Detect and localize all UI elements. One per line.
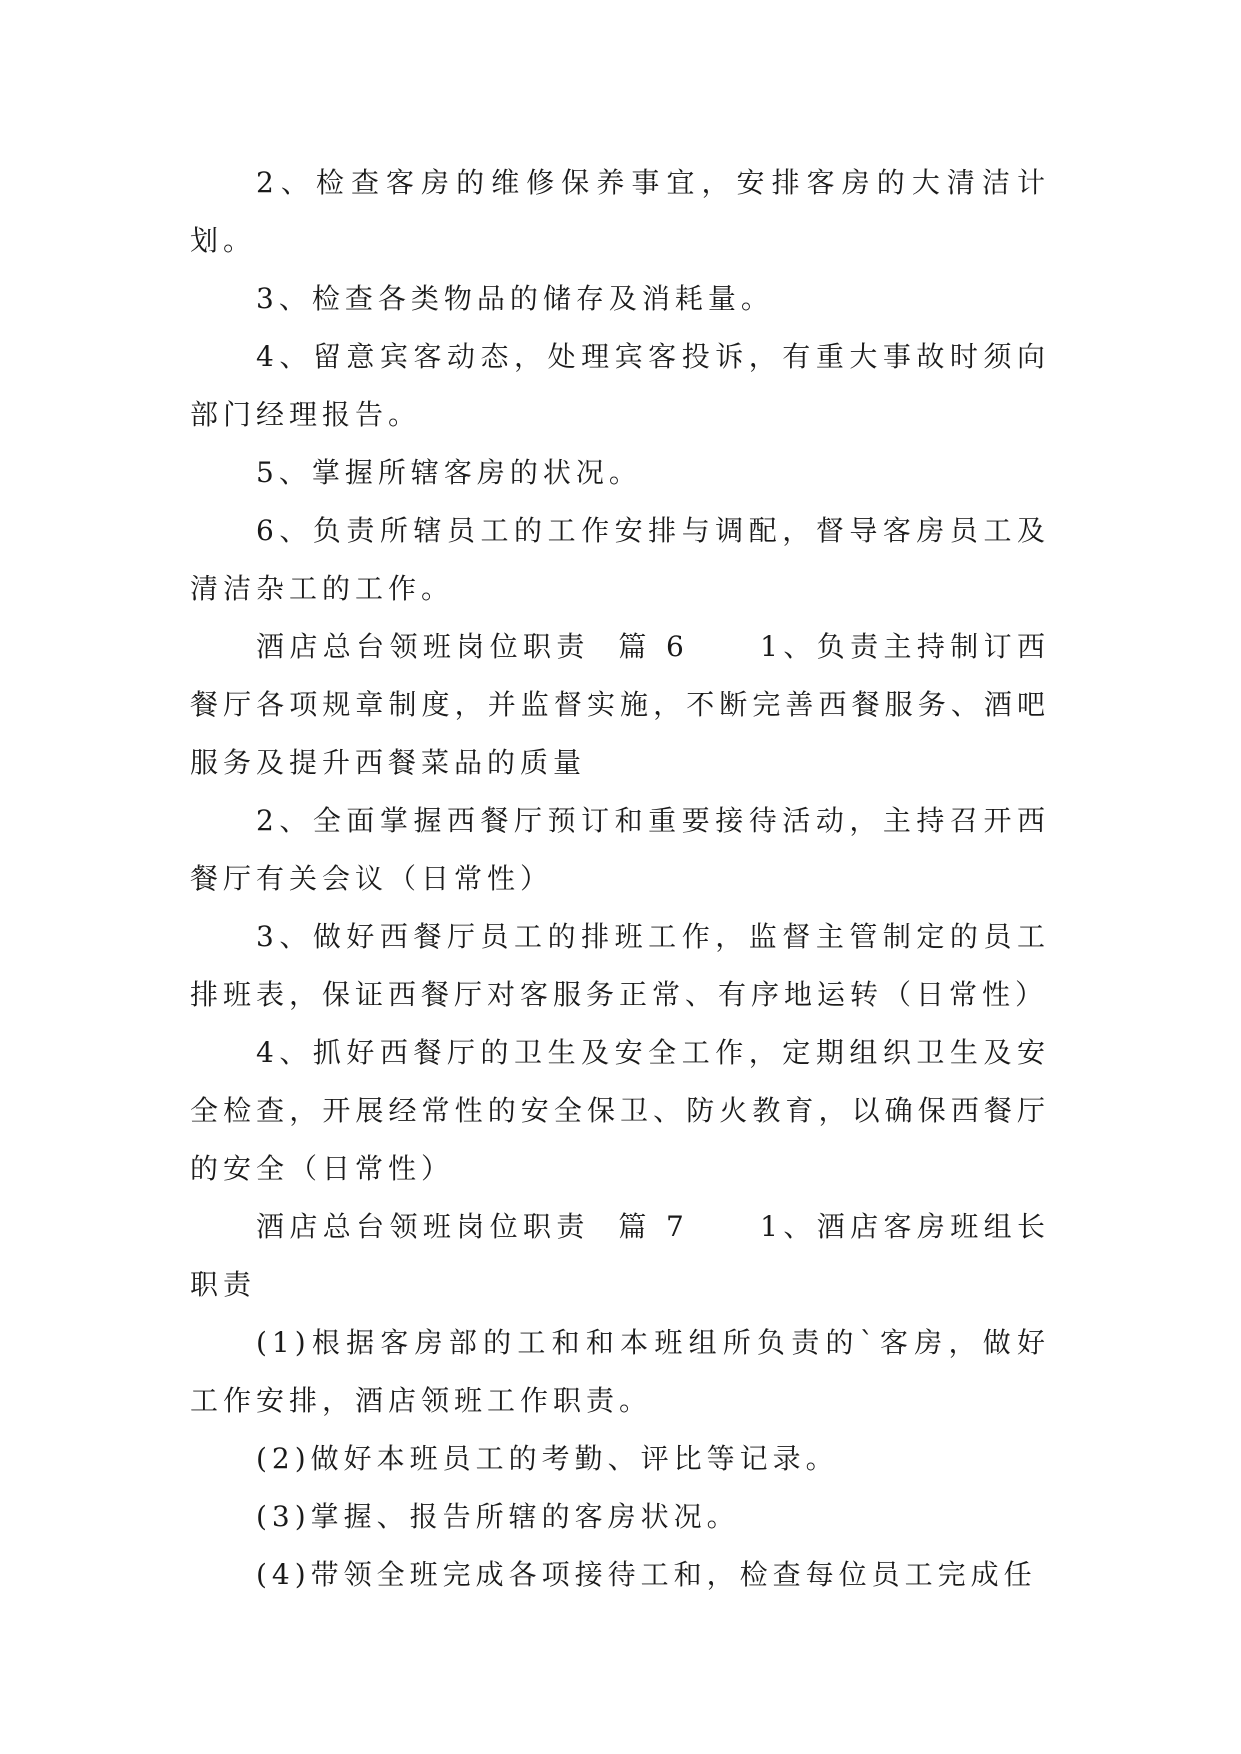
paragraph: (1)根据客房部的工和和本班组所负责的`客房，做好工作安排，酒店领班工作职责。 xyxy=(190,1326,1050,1417)
section-heading-paragraph: 酒店总台领班岗位职责 篇 7 1、酒店客房班组长职责 xyxy=(190,1210,1050,1301)
paragraph: (4)带领全班完成各项接待工和，检查每位员工完成任 xyxy=(256,1558,1037,1591)
paragraph: 3、检查各类物品的储存及消耗量。 xyxy=(256,282,774,315)
paragraph: 4、留意宾客动态，处理宾客投诉，有重大事故时须向部门经理报告。 xyxy=(190,340,1050,431)
paragraph: (2)做好本班员工的考勤、评比等记录。 xyxy=(256,1442,839,1475)
paragraph: 4、抓好西餐厅的卫生及安全工作，定期组织卫生及安全检查，开展经常性的安全保卫、防火教育，以确保西餐厅的安全（日常性） xyxy=(190,1036,1050,1185)
paragraph: 3、做好西餐厅员工的排班工作，监督主管制定的员工排班表，保证西餐厅对客服务正常、有序地运转（日常性） xyxy=(190,920,1050,1011)
paragraph: 2、全面掌握西餐厅预订和重要接待活动，主持召开西餐厅有关会议（日常性） xyxy=(190,804,1050,895)
section-heading-paragraph: 酒店总台领班岗位职责 篇 6 1、负责主持制订西餐厅各项规章制度，并监督实施，不断完善西餐服务、酒吧服务及提升西餐菜品的质量 xyxy=(190,630,1050,779)
paragraph: 2、检查客房的维修保养事宜，安排客房的大清洁计划。 xyxy=(190,166,1050,257)
paragraph: 5、掌握所辖客房的状况。 xyxy=(256,456,642,489)
paragraph: (3)掌握、报告所辖的客房状况。 xyxy=(256,1500,740,1533)
paragraph: 6、负责所辖员工的工作安排与调配，督导客房员工及清洁杂工的工作。 xyxy=(190,514,1050,605)
document-body xyxy=(190,154,1050,1604)
